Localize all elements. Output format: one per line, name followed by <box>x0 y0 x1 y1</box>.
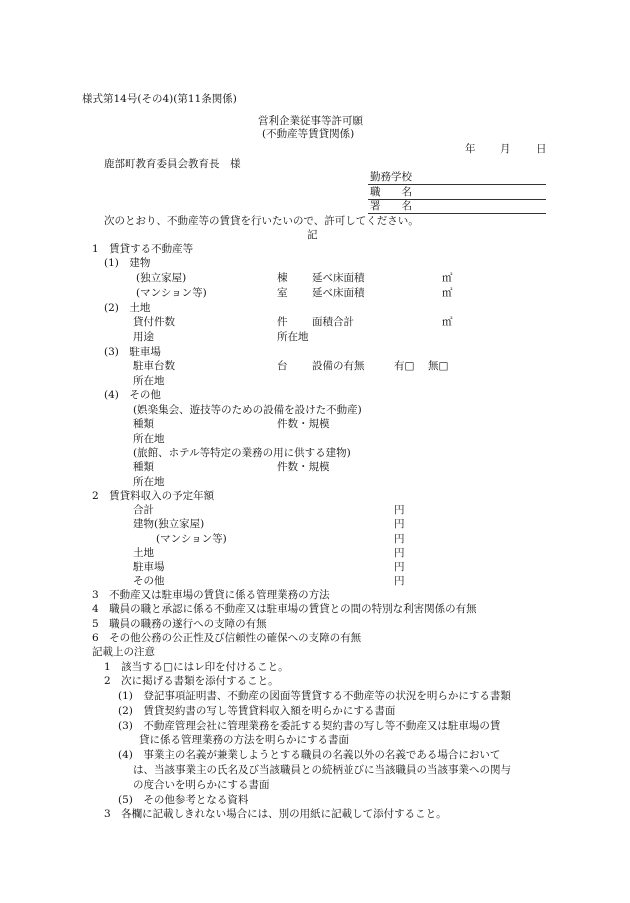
building-mansion-area-label: 延べ床面積 <box>312 287 365 299</box>
subsection-land: (2) 土地 <box>104 302 151 314</box>
parking-facility-no-checkbox[interactable]: 無□ <box>428 360 449 372</box>
land-count-label: 貸付件数 <box>133 316 175 328</box>
position-label: 職 名 <box>370 186 412 198</box>
land-area-label: 面積合計 <box>312 316 354 328</box>
other-amusement-type-label: 種類 <box>133 418 154 430</box>
parking-facility-label: 設備の有無 <box>312 360 365 372</box>
section1-title: 1 賃貸する不動産等 <box>92 243 194 255</box>
building-detached-sqm: ㎡ <box>442 272 453 284</box>
addressee: 鹿部町教育委員会教育長 様 <box>104 158 241 170</box>
other-hotel-scale-label: 件数・規模 <box>277 461 330 473</box>
date-year: 年 <box>465 143 476 155</box>
other-amusement-heading: (娯楽集会、遊技等のための設備を設けた不動産) <box>133 404 362 416</box>
ki-label: 記 <box>307 229 318 241</box>
income-other-yen: 円 <box>394 575 405 587</box>
land-count-unit: 件 <box>277 316 288 328</box>
item5: 5 職員の職務の遂行への支障の有無 <box>92 618 267 630</box>
subsection-parking: (3) 駐車場 <box>104 346 161 358</box>
other-hotel-heading: (旅館、ホテル等特定の業務の用に供する建物) <box>133 447 351 459</box>
note1: 1 該当する□にはレ印を付けること。 <box>104 661 289 673</box>
land-location-label: 所在地 <box>277 331 309 343</box>
note2-4-line3: の度合いを明らかにする書面 <box>133 779 270 791</box>
note2-4-line2: は、当該事業主の氏名及び当該職員との続柄並びに当該職員の当該事業への関与 <box>133 764 511 776</box>
form-number: 様式第14号(その4)(第11条関係) <box>82 93 237 105</box>
land-sqm: ㎡ <box>442 316 453 328</box>
income-total-label: 合計 <box>133 504 154 516</box>
income-land-yen: 円 <box>394 547 405 559</box>
parking-facility-yes-checkbox[interactable]: 有□ <box>394 360 415 372</box>
school-field[interactable] <box>368 184 546 185</box>
other-amusement-scale-label: 件数・規模 <box>277 418 330 430</box>
date-month: 月 <box>500 143 511 155</box>
note2-4-line1: (4) 事業主の名義が兼業しようとする職員の名義以外の名義である場合において <box>118 749 501 761</box>
other-hotel-type-label: 種類 <box>133 461 154 473</box>
note2-1: (1) 登記事項証明書、不動産の図面等賃貸する不動産等の状況を明らかにする書類 <box>118 690 511 702</box>
name-label: 署 名 <box>370 200 412 212</box>
name-field[interactable] <box>368 213 546 214</box>
intro-text: 次のとおり、不動産等の賃貸を行いたいので、許可してください。 <box>104 215 419 227</box>
item3: 3 不動産又は駐車場の賃貸に係る管理業務の方法 <box>92 589 330 601</box>
building-mansion-unit: 室 <box>277 287 288 299</box>
building-mansion-label: (マンション等) <box>136 287 207 299</box>
notes-title: 記載上の注意 <box>92 646 155 658</box>
other-hotel-location-label: 所在地 <box>133 476 165 488</box>
document-subtitle: (不動産等賃貸関係) <box>262 128 355 140</box>
income-other-label: その他 <box>133 575 165 587</box>
note2-5: (5) その他参考となる資料 <box>118 794 249 806</box>
income-land-label: 土地 <box>133 547 154 559</box>
note2-3-line2: 貸に係る管理業務の方法を明らかにする書面 <box>139 734 349 746</box>
subsection-other: (4) その他 <box>104 389 161 401</box>
parking-count-unit: 台 <box>277 360 288 372</box>
building-detached-area-label: 延べ床面積 <box>312 272 365 284</box>
parking-count-label: 駐車台数 <box>133 360 175 372</box>
income-total-yen: 円 <box>394 504 405 516</box>
note2-3-line1: (3) 不動産管理会社に管理業務を委託する契約書の写し等不動産又は駐車場の賃 <box>118 720 501 732</box>
income-building-yen: 円 <box>394 518 405 530</box>
other-amusement-location-label: 所在地 <box>133 433 165 445</box>
note3: 3 各欄に記載しきれない場合には、別の用紙に記載して添付すること。 <box>104 808 447 820</box>
parking-location-label: 所在地 <box>133 375 165 387</box>
note2: 2 次に掲げる書類を添付すること。 <box>104 675 279 687</box>
building-detached-label: (独立家屋) <box>136 272 187 284</box>
income-mansion-yen: 円 <box>394 533 405 545</box>
income-parking-label: 駐車場 <box>133 561 165 573</box>
land-use-label: 用途 <box>133 331 154 343</box>
date-day: 日 <box>536 143 547 155</box>
school-label: 勤務学校 <box>370 171 412 183</box>
item4: 4 職員の職と承認に係る不動産又は駐車場の賃貸との間の特別な利害関係の有無 <box>92 603 477 615</box>
note2-2: (2) 賃貸契約書の写し等賃貸料収入額を明らかにする書面 <box>118 705 396 717</box>
section2-title: 2 賃貸料収入の予定年額 <box>92 490 215 502</box>
subsection-building: (1) 建物 <box>104 257 151 269</box>
document-title: 営利企業従事等許可願 <box>258 115 363 127</box>
income-mansion-label: (マンション等) <box>156 533 227 545</box>
building-mansion-sqm: ㎡ <box>442 287 453 299</box>
income-building-label: 建物(独立家屋) <box>133 518 205 530</box>
building-detached-unit: 棟 <box>277 272 288 284</box>
income-parking-yen: 円 <box>394 561 405 573</box>
item6: 6 その他公務の公正性及び信頼性の確保への支障の有無 <box>92 632 362 644</box>
